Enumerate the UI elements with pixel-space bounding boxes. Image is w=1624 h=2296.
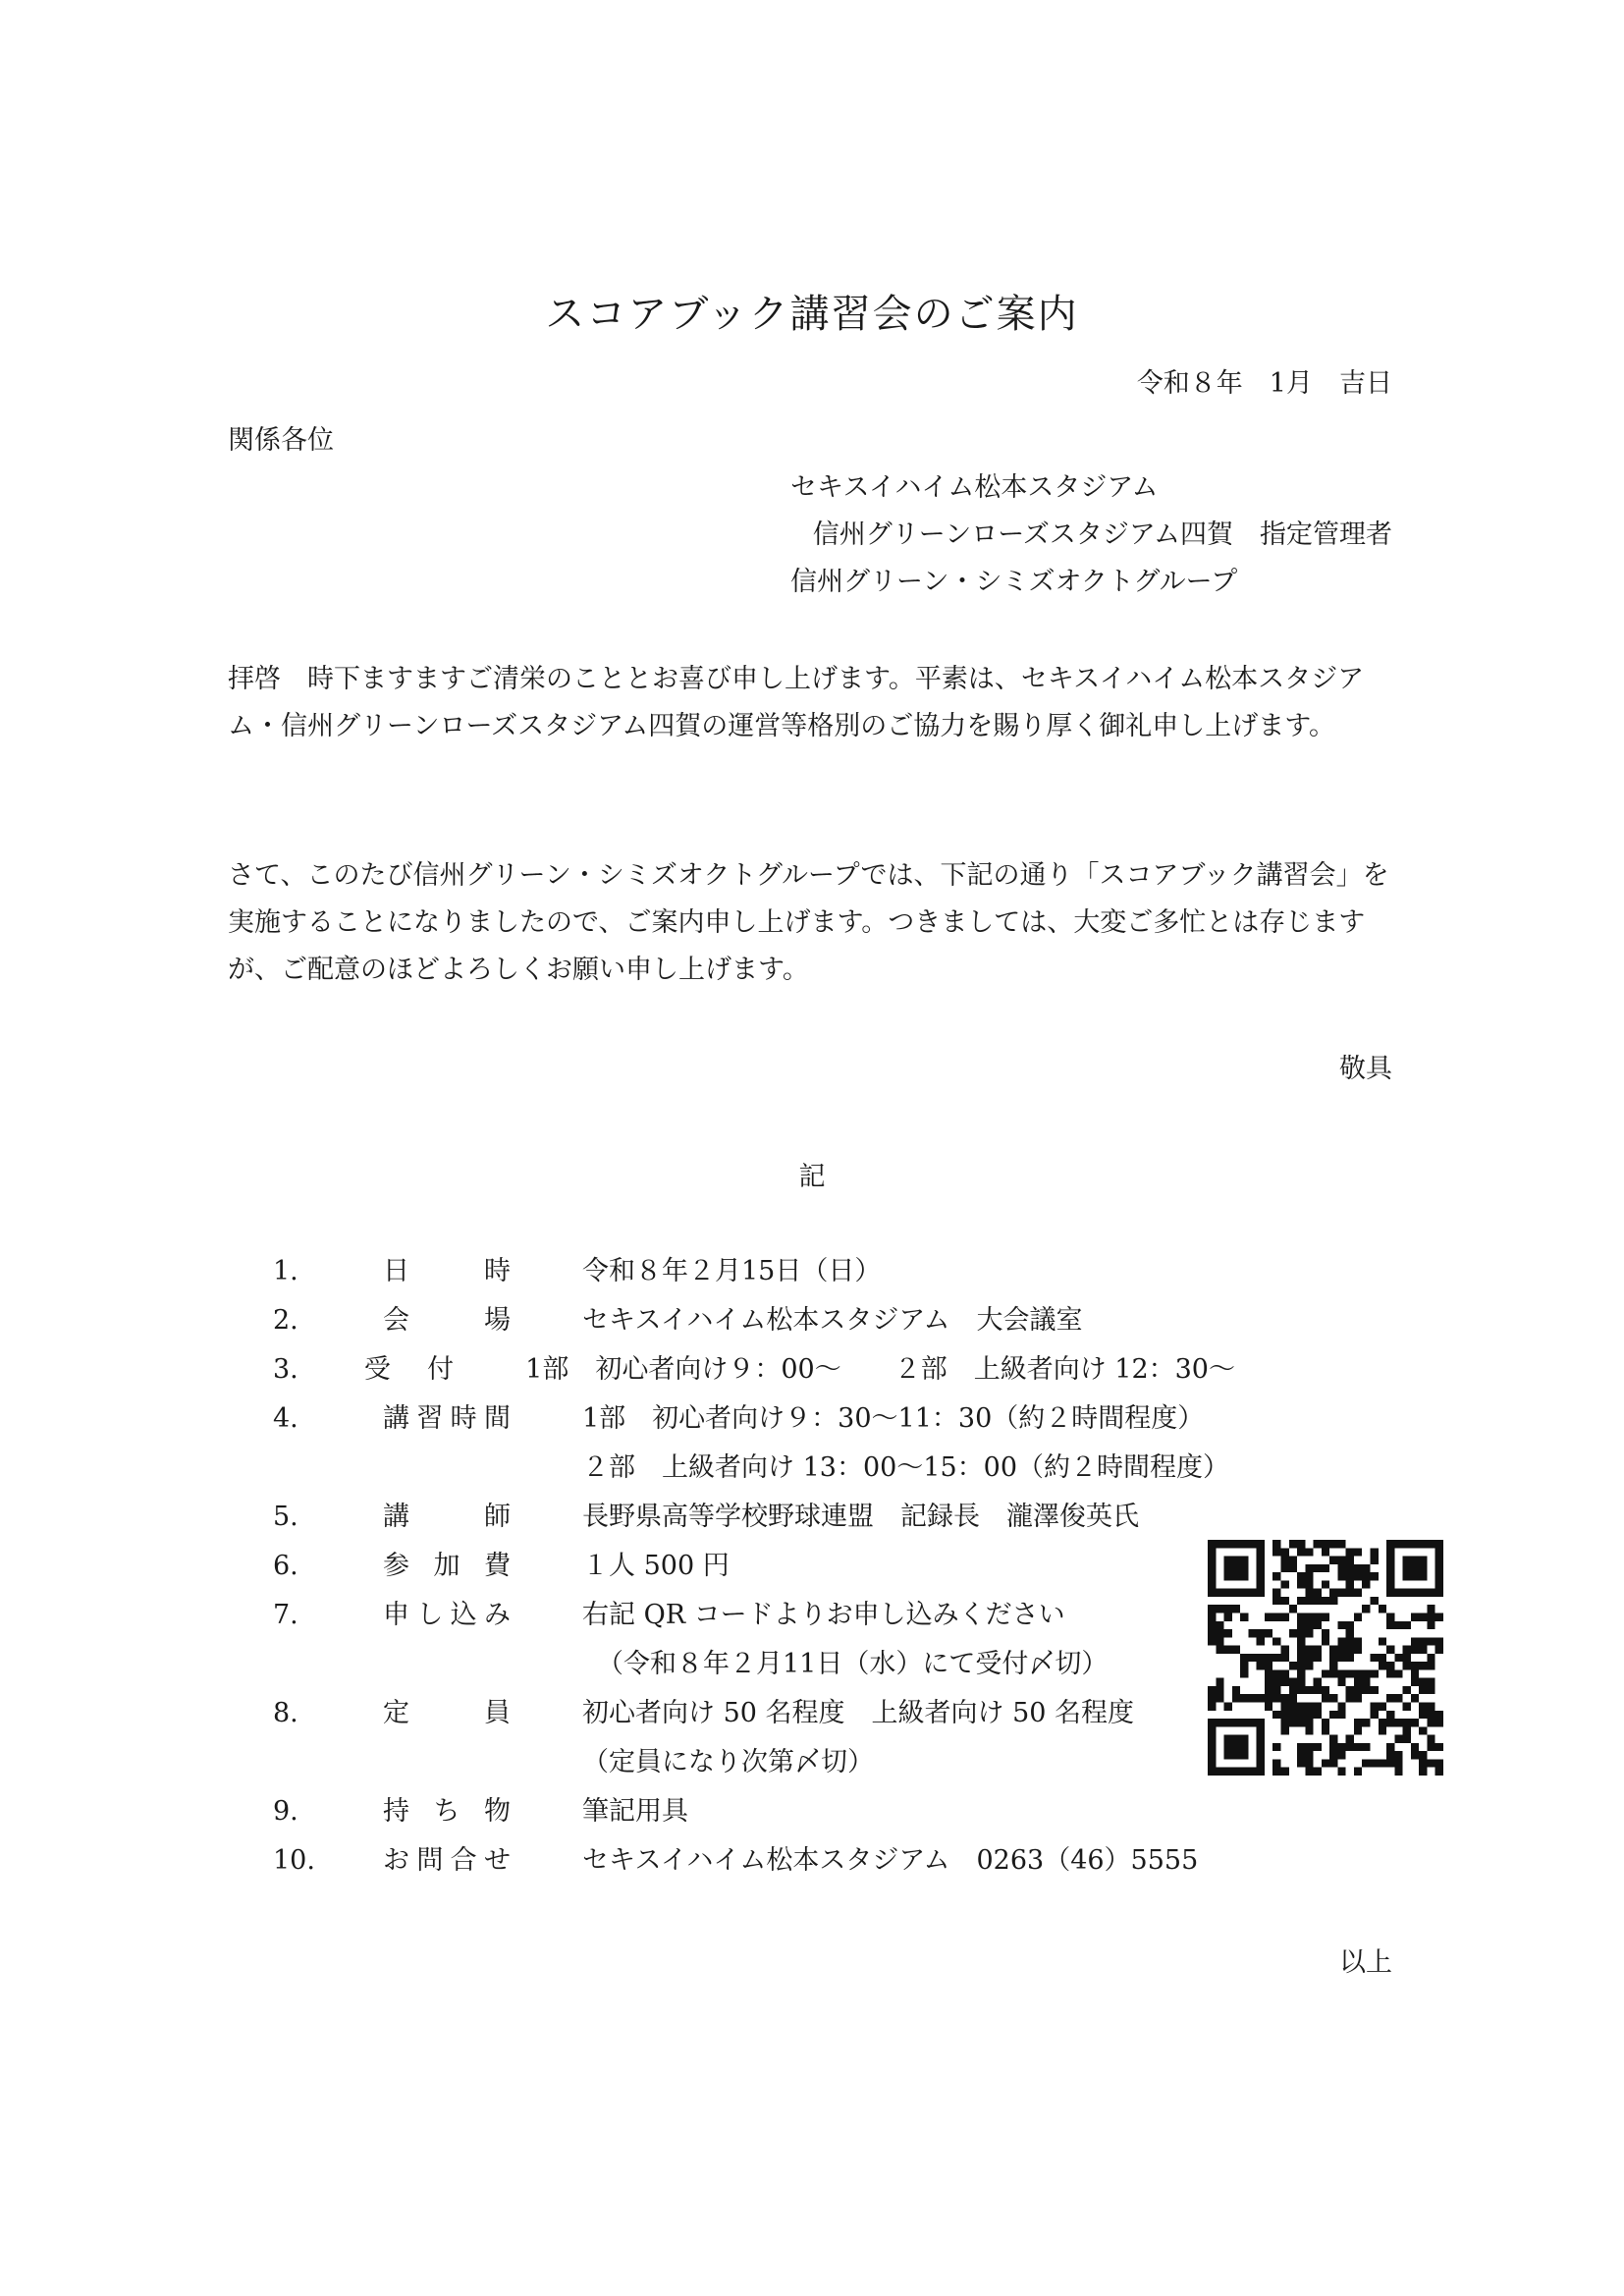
item-label: 申し込み [383, 1600, 511, 1630]
item-number: 4. [273, 1403, 298, 1434]
document-title: スコアブック講習会のご案内 [545, 292, 1079, 337]
item-number: 1. [273, 1256, 298, 1286]
item-label: 日時 [383, 1256, 511, 1286]
item-label: 会場 [383, 1305, 511, 1336]
item-number: 2. [273, 1305, 298, 1336]
item-label: 講習時間 [383, 1403, 511, 1434]
item-label: 定員 [383, 1698, 511, 1728]
sender-line-3: 信州グリーン・シミズオクトグループ [790, 567, 1238, 597]
item-number [273, 1738, 336, 1787]
closing-keigu: 敬具 [1339, 1054, 1392, 1084]
item-value: セキスイハイム松本スタジアム 0263（46）5555 [582, 1845, 1199, 1876]
item-value: セキスイハイム松本スタジアム 大会議室 [582, 1305, 1083, 1336]
item-label: 受付 [363, 1354, 455, 1385]
item-number: 8. [273, 1698, 298, 1728]
item-label: 持ち物 [383, 1796, 511, 1827]
item-value: ２部 上級者向け 13：00～15：00（約２時間程度） [582, 1452, 1230, 1483]
list-item [273, 1296, 1235, 1345]
item-value: 筆記用具 [582, 1796, 688, 1827]
item-value: 令和８年２月15日（日） [582, 1256, 882, 1286]
item-number: 10. [273, 1845, 315, 1876]
item-value: 1部 初心者向け９：00～ ２部 上級者向け 12：30～ [525, 1354, 1235, 1385]
item-value: 長野県高等学校野球連盟 記録長 瀧澤俊英氏 [582, 1502, 1139, 1532]
item-value: １人 500 円 [582, 1551, 730, 1581]
sender-line-1: セキスイハイム松本スタジアム [790, 472, 1159, 503]
item-label: 講師 [383, 1502, 511, 1532]
list-item [273, 1247, 1235, 1296]
item-value: （定員になり次第〆切） [582, 1747, 874, 1777]
item-label [383, 1444, 511, 1493]
item-number: 3. [273, 1354, 298, 1385]
item-value: 1部 初心者向け９：30～11：30（約２時間程度） [582, 1403, 1205, 1434]
list-item [273, 1787, 1235, 1836]
list-item [273, 1689, 1235, 1738]
list-item [273, 1591, 1235, 1640]
list-item [273, 1836, 1235, 1886]
issue-date: 令和８年 1月 吉日 [1136, 368, 1392, 399]
item-label [383, 1640, 511, 1689]
item-value: （令和８年２月11日（水）にて受付〆切） [597, 1649, 1109, 1679]
announcement-paragraph: さて、このたび信州グリーン・シミズオクトグループでは、下記の通り「スコアブック講習会」を実施することになりましたので、ご案内申し上げます。つきましては、大変ご多忙とは存じますが、ご配意のほどよろしくお願い申し上げます。 [228, 860, 1389, 985]
closing-ijo: 以上 [1339, 1947, 1392, 1978]
item-label: お問合せ [383, 1845, 511, 1876]
item-value: 右記 QR コードよりお申し込みください [582, 1600, 1065, 1630]
item-number: 5. [273, 1502, 298, 1532]
item-number: 7. [273, 1600, 298, 1630]
list-item [273, 1738, 1235, 1787]
ki-heading: 記 [798, 1162, 826, 1192]
list-item [273, 1542, 1235, 1591]
item-number [273, 1640, 336, 1689]
list-item [273, 1394, 1235, 1444]
greeting-paragraph: 拝啓 時下ますますご清栄のこととお喜び申し上げます。平素は、セキスイハイム松本スタジアム・信州グリーンローズスタジアム四賀の運営等格別のご協力を賜り厚く御礼申し上げます。 [228, 664, 1365, 741]
list-item [273, 1345, 1235, 1394]
item-label [383, 1738, 511, 1787]
qr-code-icon[interactable] [1208, 1540, 1443, 1776]
item-label: 参加費 [383, 1551, 511, 1581]
item-number [273, 1444, 336, 1493]
details-list [273, 1247, 1235, 1886]
recipient: 関係各位 [228, 425, 334, 456]
list-item [273, 1640, 1235, 1689]
list-item [273, 1444, 1235, 1493]
list-item [273, 1493, 1235, 1542]
sender-line-2: 信州グリーンローズスタジアム四賀 指定管理者 [812, 519, 1392, 550]
item-number: 6. [273, 1551, 298, 1581]
item-number: 9. [273, 1796, 298, 1827]
item-value: 初心者向け 50 名程度 上級者向け 50 名程度 [582, 1698, 1135, 1728]
